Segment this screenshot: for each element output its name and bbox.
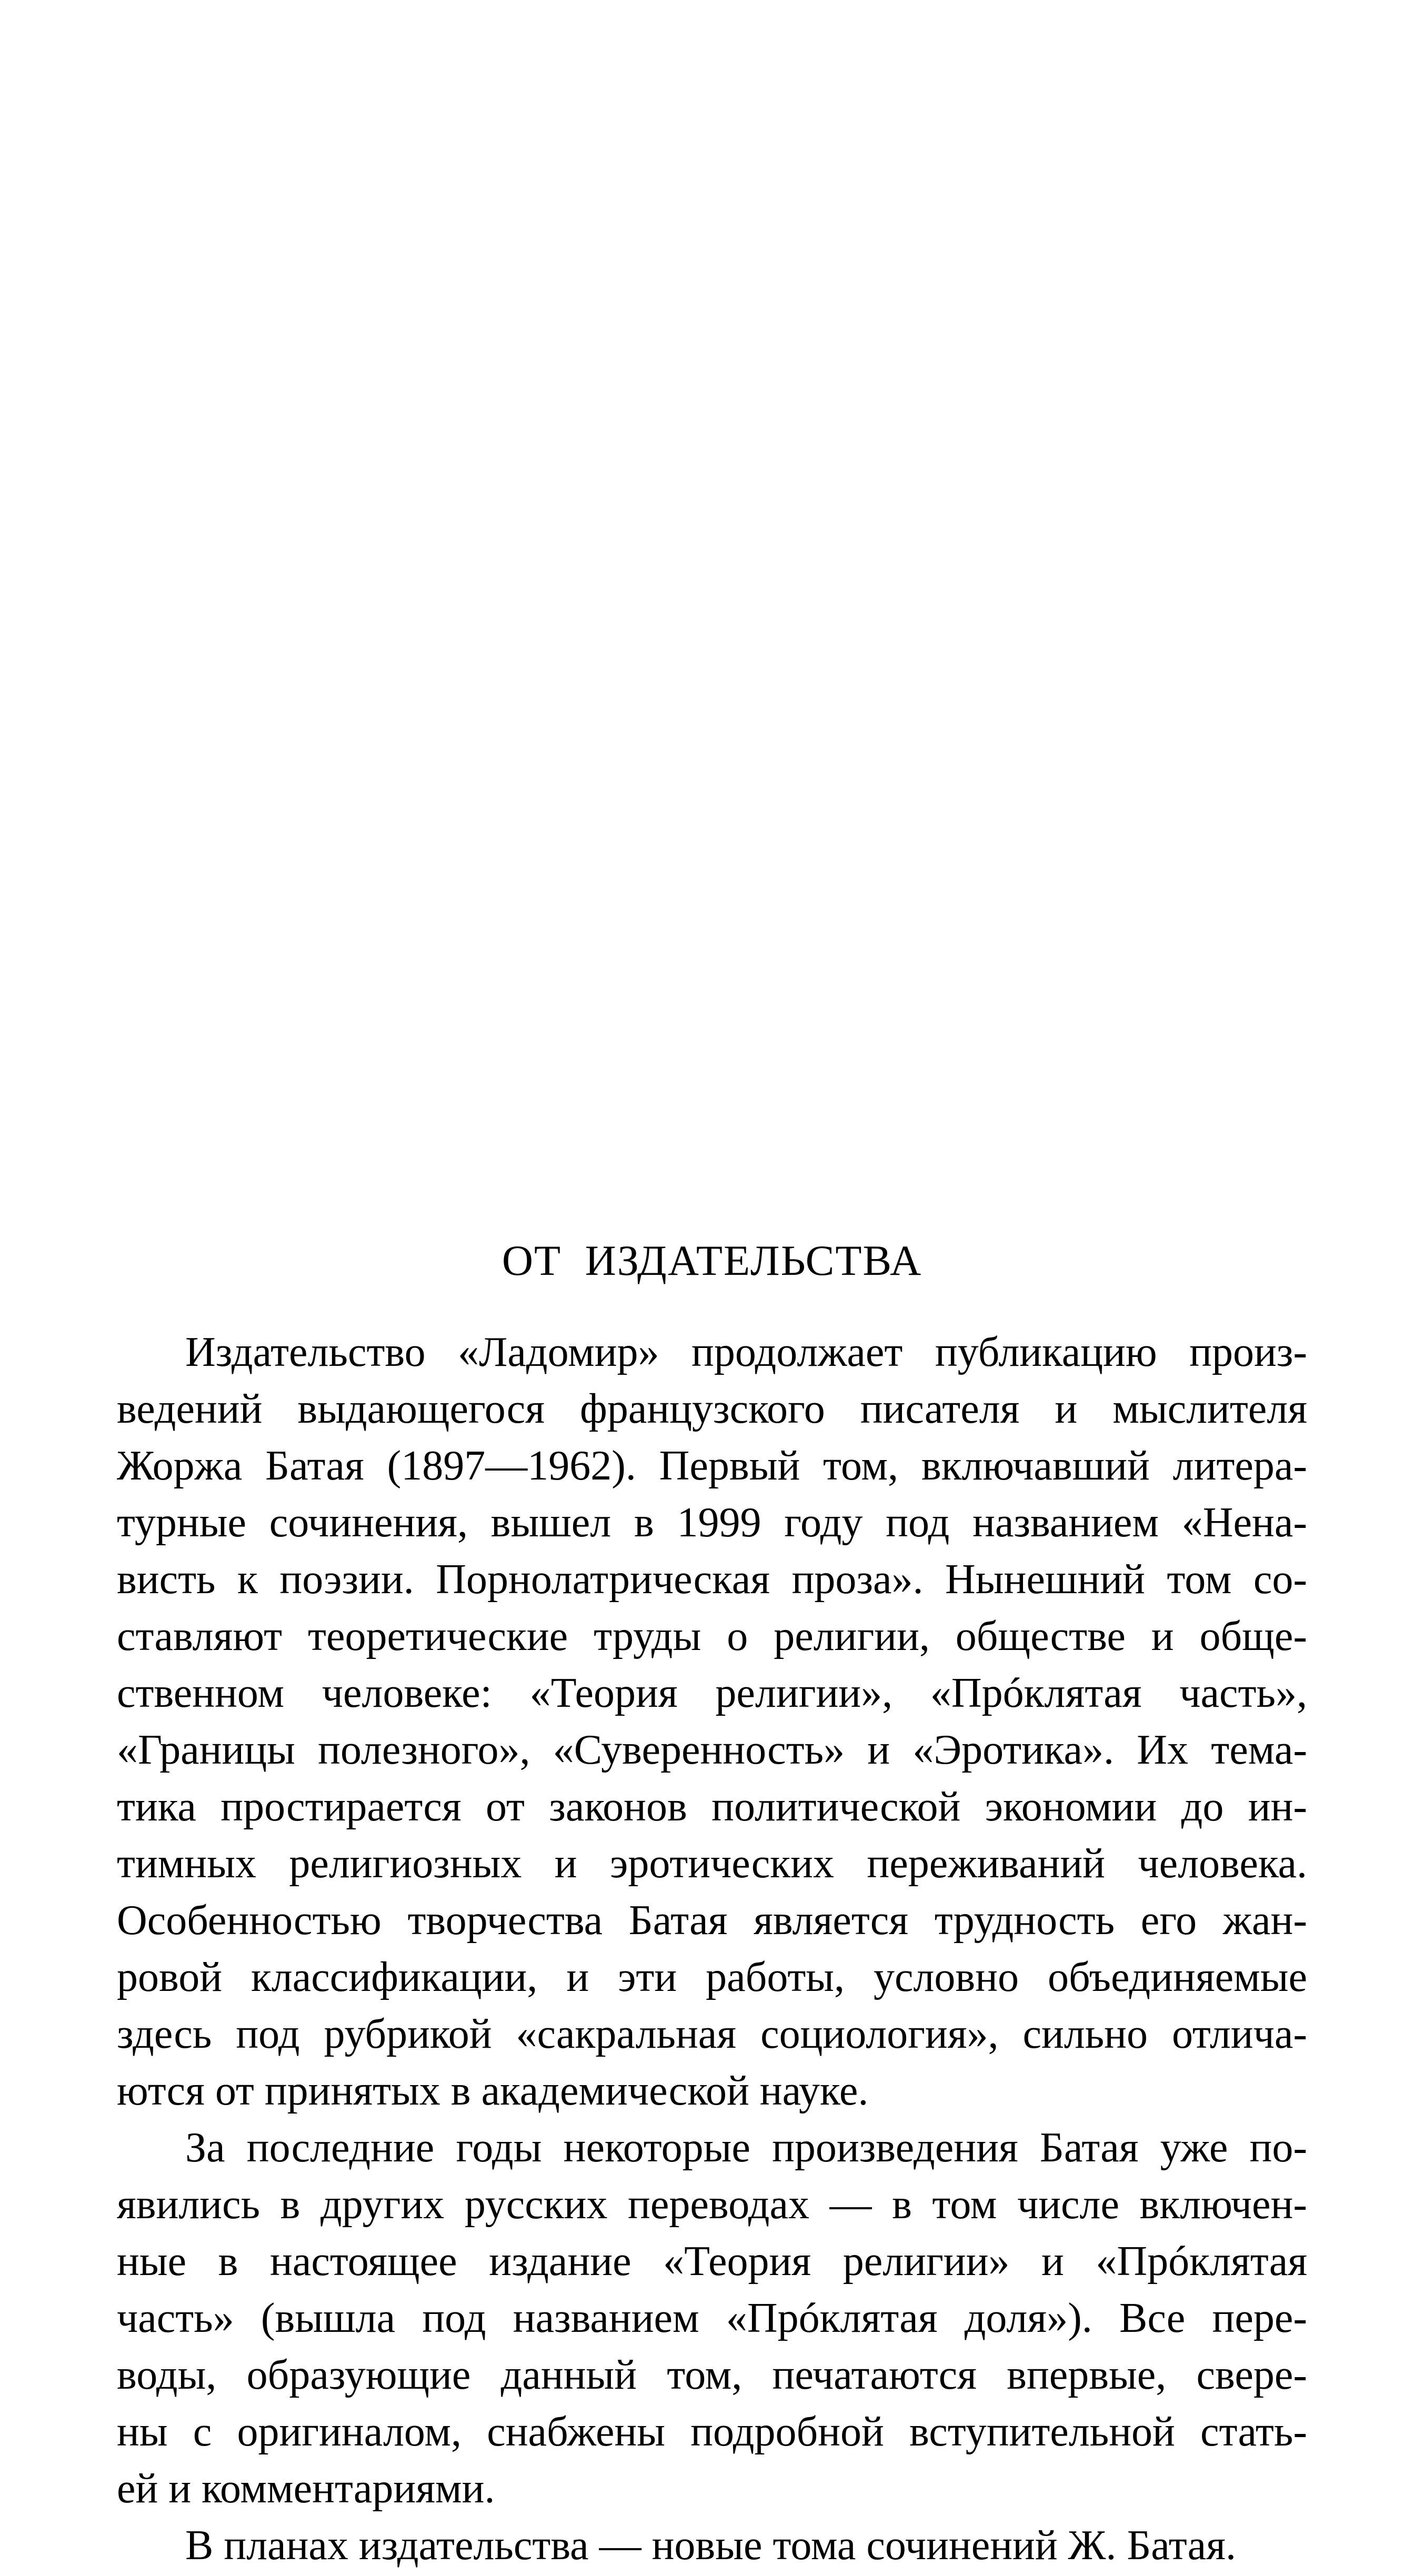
page-title: ОТ ИЗДАТЕЛЬСТВА bbox=[502, 1236, 922, 1284]
text-line: В планах издательства — новые тома сочинений Ж. Батая. bbox=[185, 2522, 1236, 2569]
text-line: ставляют теоретические труды о религии, обществе и обще- bbox=[117, 1613, 1307, 1659]
text-line: Жоржа Батая (1897—1962). Первый том, включавший литера- bbox=[117, 1443, 1307, 1489]
text-line: воды, образующие данный том, печатаются впервые, свере- bbox=[117, 2352, 1307, 2398]
text-line: «Границы полезного», «Суверенность» и «Эротика». Их тема- bbox=[117, 1727, 1307, 1773]
text-line: За последние годы некоторые произведения Батая уже по- bbox=[185, 2125, 1307, 2171]
text-line: Издательство «Ладомир» продолжает публикацию произ- bbox=[185, 1329, 1307, 1375]
text-line: часть» (вышла под названием «Прóклятая доля»). Все пере- bbox=[117, 2295, 1307, 2341]
text-line: ны с оригиналом, снабжены подробной вступительной стать- bbox=[117, 2409, 1307, 2455]
text-line: здесь под рубрикой «сакральная социология», сильно отлича- bbox=[117, 2011, 1307, 2057]
text-line: ются от принятых в академической науке. bbox=[117, 2068, 869, 2114]
text-line: ей и комментариями. bbox=[117, 2466, 495, 2512]
text-line: турные сочинения, вышел в 1999 году под названием «Нена- bbox=[117, 1500, 1307, 1546]
text-line: тика простирается от законов политической экономии до ин- bbox=[117, 1784, 1307, 1830]
text-line: ственном человеке: «Теория религии», «Прóклятая часть», bbox=[117, 1670, 1307, 1716]
text-line: Особенностью творчества Батая является трудность его жан- bbox=[117, 1897, 1307, 1944]
text-line: ные в настоящее издание «Теория религии» и «Прóклятая bbox=[117, 2238, 1307, 2285]
text-line: ровой классификации, и эти работы, условно объединяемые bbox=[117, 1954, 1307, 2000]
text-line: висть к поэзии. Порнолатрическая проза». Нынешний том со- bbox=[117, 1556, 1307, 1603]
publisher-note-body bbox=[117, 1326, 1307, 2576]
text-line: тимных религиозных и эротических переживаний человека. bbox=[117, 1840, 1307, 1887]
text-line: явились в других русских переводах — в том числе включен- bbox=[117, 2181, 1307, 2228]
text-line: ведений выдающегося французского писателя и мыслителя bbox=[117, 1386, 1307, 1432]
